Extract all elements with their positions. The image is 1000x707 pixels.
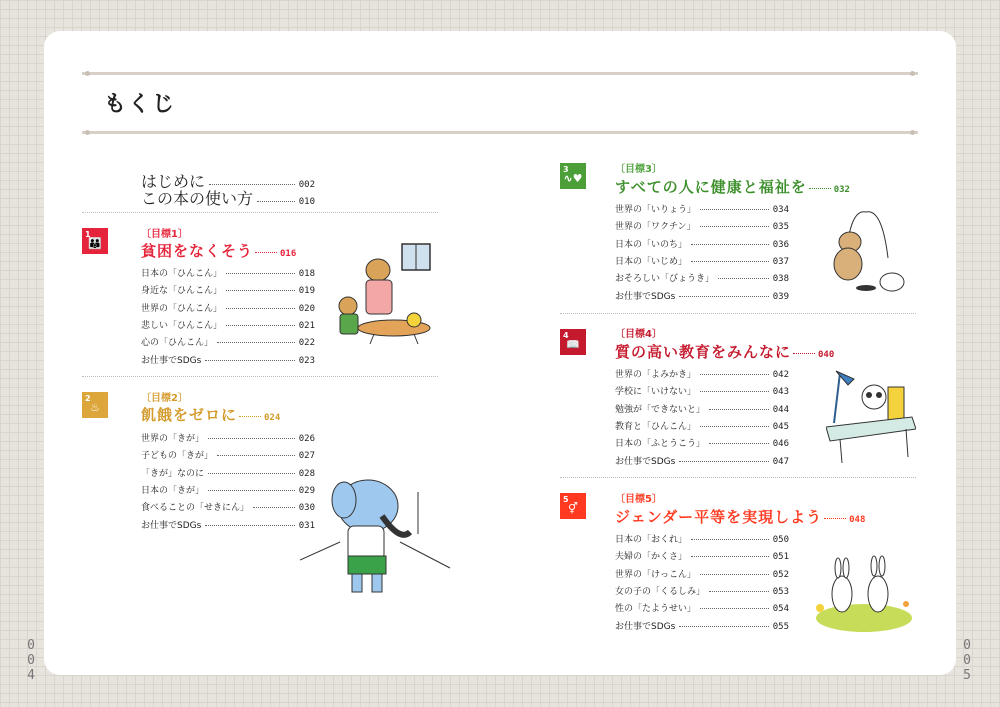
toc-entry[interactable] (141, 266, 315, 280)
goal-tag: 〔目標1〕 (141, 229, 188, 240)
toc-entry-page: 020 (298, 303, 315, 314)
toc-entry-label: 世界の「いりょう」 (615, 205, 697, 215)
page-number-right: 005 (963, 638, 971, 683)
toc-entry-label: 女の子の「くるしみ」 (615, 586, 706, 597)
toc-entry-label: お仕事でSDGs (615, 291, 676, 302)
goal-heading[interactable] (615, 176, 850, 197)
toc-entry-label: お仕事でSDGs (141, 520, 202, 531)
leader-dots (217, 455, 295, 456)
toc-entry-label: 世界の「けっこん」 (615, 569, 697, 580)
toc-entry[interactable] (615, 436, 789, 450)
toc-entry-page: 027 (298, 451, 315, 462)
toc-entry-page: 018 (298, 269, 315, 279)
leader-dots (718, 278, 769, 279)
toc-entry-label: 世界の「ひんこん」 (141, 303, 223, 314)
toc-entry-page: 046 (772, 439, 789, 450)
toc-entry-label: 日本の「きが」 (141, 485, 205, 496)
title-rule-bottom (82, 131, 918, 134)
title-dot (85, 71, 90, 76)
toc-entry[interactable] (141, 301, 315, 315)
toc-entry-page: 019 (298, 286, 315, 297)
toc-entry-page: 036 (772, 239, 789, 250)
goal-heading-page: 016 (255, 249, 296, 259)
toc-entry[interactable] (141, 283, 315, 297)
toc-entry-label: お仕事でSDGs (141, 355, 202, 366)
toc-entry-page: 039 (772, 291, 789, 302)
title-dot (910, 71, 915, 76)
toc-entry-page: 035 (772, 222, 789, 233)
goal-heading[interactable] (141, 404, 280, 425)
toc-entry[interactable] (141, 518, 315, 532)
toc-entry-label: 身近な「ひんこん」 (141, 286, 223, 297)
goal-heading-page: 032 (809, 185, 850, 195)
leader-dots (700, 209, 769, 210)
toc-entry-label: 世界の「ワクチン」 (615, 222, 696, 233)
toc-entry[interactable] (141, 335, 315, 349)
leader-dots (691, 261, 769, 262)
toc-entry-page: 053 (772, 586, 789, 597)
toc-entry-page: 026 (298, 434, 315, 444)
goal-heading[interactable] (615, 506, 865, 527)
leader-dots (709, 443, 769, 444)
goal-heading-text: 質の高い教育をみんなに (615, 343, 792, 361)
toc-entry[interactable] (141, 483, 315, 497)
toc-entry-label: 性の「たようせい」 (615, 604, 697, 615)
page-number-left: 004 (27, 638, 35, 683)
toc-entry[interactable] (141, 431, 315, 445)
toc-entry-label: 日本の「ふとうこう」 (615, 439, 706, 450)
toc-entry-page: 050 (772, 535, 789, 545)
leader-dots (209, 184, 295, 185)
toc-entry-page: 037 (772, 256, 789, 267)
toc-entry[interactable] (141, 500, 315, 514)
toc-entry-label: はじめに (141, 172, 206, 191)
goal-tag: 〔目標2〕 (141, 393, 188, 404)
leader-dots (226, 273, 295, 274)
toc-entry-page: 054 (772, 604, 789, 615)
toc-entry-label: 日本の「おくれ」 (615, 535, 688, 545)
toc-entry-page: 029 (298, 485, 315, 496)
leader-dots (700, 391, 769, 392)
section-separator (82, 212, 438, 213)
section-separator (560, 477, 916, 478)
toc-entry-page: 044 (772, 404, 789, 415)
bears-illustration (330, 240, 442, 352)
toc-entry[interactable] (615, 619, 789, 633)
jumping-bear-illustration (826, 208, 916, 300)
toc-entry-intro[interactable] (141, 169, 315, 191)
leader-dots (205, 525, 294, 526)
toc-entry-label: 日本の「ひんこん」 (141, 269, 223, 279)
toc-entry[interactable] (615, 219, 789, 233)
toc-entry-page: 031 (298, 520, 315, 531)
leader-dots (700, 608, 769, 609)
panda-desk-illustration (826, 367, 916, 467)
goal-heading-text: 飢餓をゼロに (141, 406, 238, 424)
elephant-illustration (300, 462, 456, 602)
goal-heading-page: 040 (793, 350, 834, 360)
toc-entry[interactable] (615, 454, 789, 468)
leader-dots (691, 556, 769, 557)
toc-entry[interactable] (615, 289, 789, 303)
goal-heading-text: ジェンダー平等を実現しよう (615, 508, 823, 526)
leader-dots (709, 591, 769, 592)
toc-entry[interactable] (141, 466, 315, 480)
leader-dots (679, 461, 768, 462)
toc-entry-label: この本の使い方 (141, 189, 254, 208)
goal-heading-text: すべての人に健康と福祉を (615, 178, 807, 196)
leader-dots (205, 360, 294, 361)
toc-entry[interactable] (615, 584, 789, 598)
toc-entry[interactable] (615, 367, 789, 381)
toc-entry-page: 030 (298, 503, 315, 514)
toc-entry-page: 051 (772, 552, 789, 563)
leader-dots (700, 426, 769, 427)
leader-dots (208, 473, 295, 474)
toc-entry-label: 心の「ひんこん」 (141, 338, 214, 349)
toc-entry-label: 世界の「よみかき」 (615, 370, 697, 380)
toc-entry[interactable] (141, 353, 315, 367)
page-title: もくじ (104, 92, 177, 117)
toc-entry-page: 052 (772, 569, 789, 580)
sdg3-icon: 3 ∿♥ (560, 163, 586, 189)
sdg2-icon: 2 ♨ (82, 392, 108, 418)
sdg1-icon: 1 👪 (82, 228, 108, 254)
toc-entry-label: 日本の「いのち」 (615, 239, 688, 250)
toc-entry-label: 世界の「きが」 (141, 434, 205, 444)
section-separator (560, 313, 916, 314)
sdg4-icon: 4 📖 (560, 329, 586, 355)
goal-tag: 〔目標4〕 (615, 329, 662, 340)
goal-heading-page: 024 (239, 413, 280, 423)
toc-entry-page: 023 (298, 355, 315, 366)
toc-entry-label: 勉強が「できないと」 (615, 404, 706, 415)
toc-entry[interactable] (615, 237, 789, 251)
goal-tag: 〔目標3〕 (615, 164, 662, 175)
leader-dots (709, 409, 769, 410)
toc-entry[interactable] (615, 402, 789, 416)
section-separator (82, 376, 438, 377)
toc-entry[interactable] (615, 271, 789, 285)
goal-heading-page: 048 (824, 515, 865, 525)
toc-entry-page: 038 (772, 274, 789, 285)
leader-dots (217, 342, 295, 343)
leader-dots (253, 507, 295, 508)
leader-dots (257, 201, 295, 202)
toc-entry-label: 学校に「いけない」 (615, 387, 697, 398)
sdg5-icon: 5 ⚥ (560, 493, 586, 519)
toc-entry[interactable] (615, 384, 789, 398)
leader-dots (679, 296, 768, 297)
toc-entry[interactable] (615, 254, 789, 268)
title-rule-top (82, 72, 918, 75)
toc-entry-page: 034 (772, 205, 789, 215)
toc-entry-page: 042 (772, 370, 789, 380)
toc-entry-page: 055 (772, 621, 789, 632)
toc-entry[interactable] (615, 601, 789, 615)
toc-entry-label: 子どもの「きが」 (141, 451, 214, 462)
title-dot (85, 130, 90, 135)
toc-entry-label: 教育と「ひんこん」 (615, 421, 697, 432)
leader-dots (700, 374, 769, 375)
toc-entry[interactable] (141, 448, 315, 462)
toc-entry-page: 028 (298, 468, 315, 479)
toc-entry-page: 002 (298, 180, 315, 190)
toc-entry-label: おそろしい「びょうき」 (615, 274, 715, 285)
toc-entry-page: 047 (772, 456, 789, 467)
toc-entry[interactable] (615, 532, 789, 546)
leader-dots (679, 626, 768, 627)
toc-entry-label: 夫婦の「かくさ」 (615, 552, 688, 563)
rabbits-illustration (812, 544, 916, 636)
toc-entry-page: 021 (298, 320, 315, 331)
toc-entry-label: 食べることの「せきにん」 (141, 503, 250, 514)
leader-dots (700, 574, 769, 575)
toc-entry-label: 「きが」なのに (141, 468, 205, 479)
leader-dots (691, 244, 769, 245)
toc-entry[interactable] (615, 549, 789, 563)
toc-entry-how-to-use[interactable] (141, 186, 315, 208)
leader-dots (691, 539, 769, 540)
title-band (82, 72, 918, 134)
toc-entry-label: お仕事でSDGs (615, 621, 676, 632)
leader-dots (226, 308, 295, 309)
toc-entry[interactable] (615, 567, 789, 581)
toc-entry-page: 045 (772, 421, 789, 432)
leader-dots (208, 438, 295, 439)
leader-dots (700, 226, 769, 227)
toc-entry-page: 010 (298, 197, 315, 207)
leader-dots (226, 290, 295, 291)
toc-entry-label: 日本の「いじめ」 (615, 256, 688, 267)
goal-heading-text: 貧困をなくそう (141, 242, 254, 260)
toc-entry-page: 022 (298, 338, 315, 349)
toc-entry[interactable] (615, 202, 789, 216)
toc-entry[interactable] (141, 318, 315, 332)
goal-heading[interactable] (141, 240, 296, 261)
toc-entry[interactable] (615, 419, 789, 433)
goal-tag: 〔目標5〕 (615, 494, 662, 505)
goal-heading[interactable] (615, 341, 834, 362)
toc-entry-label: お仕事でSDGs (615, 456, 676, 467)
toc-entry-label: 悲しい「ひんこん」 (141, 320, 223, 331)
toc-entry-page: 043 (772, 387, 789, 398)
leader-dots (226, 325, 295, 326)
title-dot (910, 130, 915, 135)
leader-dots (208, 490, 295, 491)
